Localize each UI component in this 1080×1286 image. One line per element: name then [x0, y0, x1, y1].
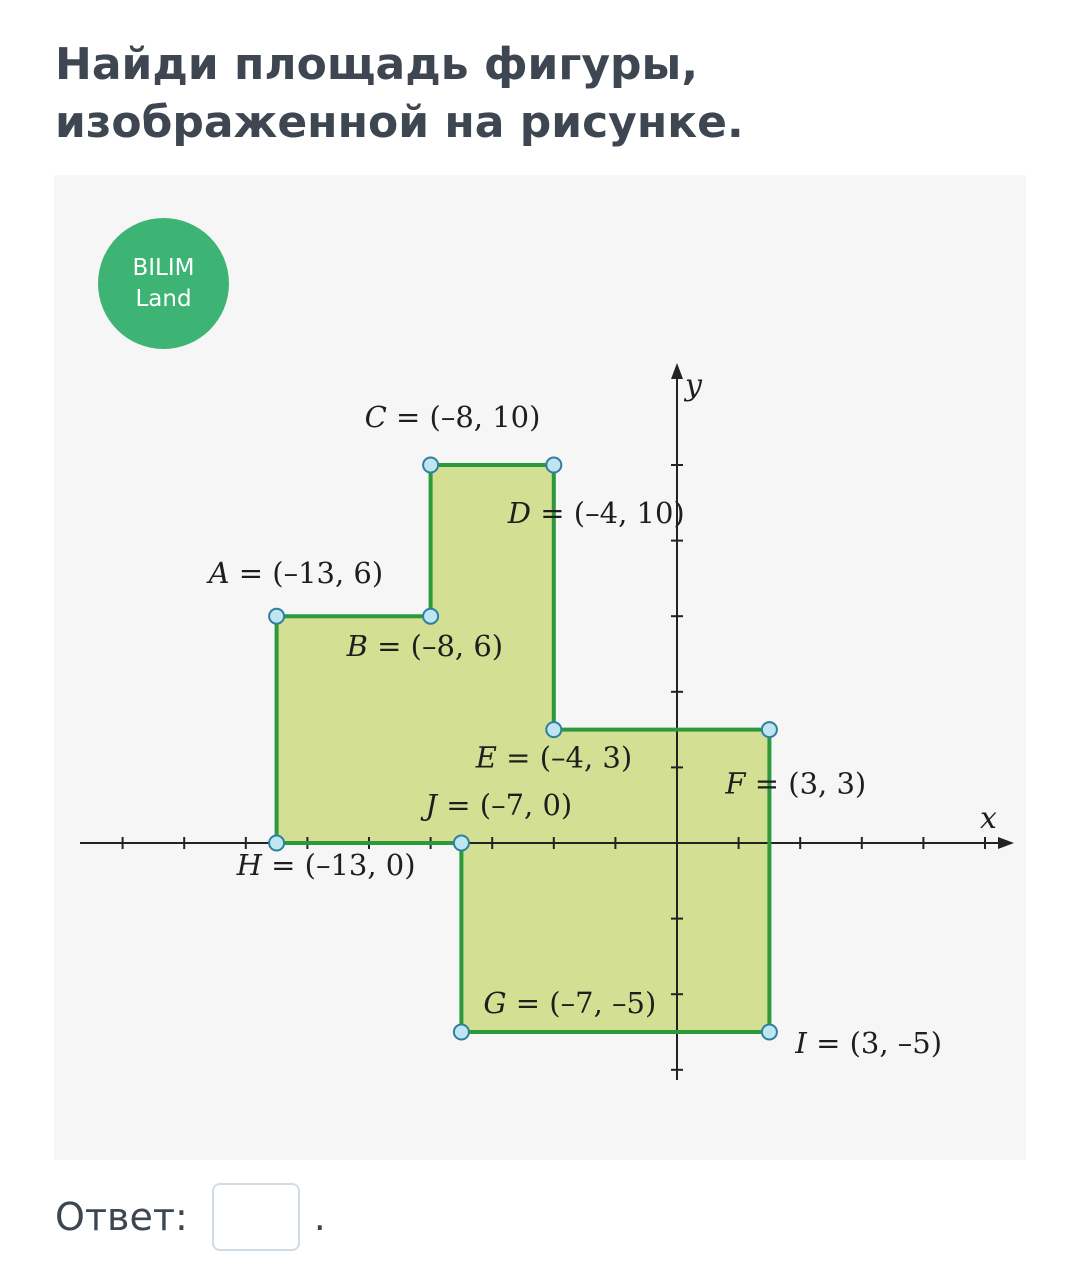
- point-f: [762, 722, 777, 737]
- y-axis-label: y: [685, 368, 702, 403]
- answer-input[interactable]: [212, 1183, 300, 1251]
- answer-row: [55, 1180, 326, 1254]
- point-i: [762, 1025, 777, 1040]
- point-label-g: G = (–7, –5): [483, 986, 657, 1020]
- answer-label: Ответ:: [55, 1195, 188, 1239]
- point-e: [546, 722, 561, 737]
- y-axis-arrow: [671, 363, 683, 379]
- logo-line-1: BILIM: [132, 254, 195, 281]
- point-label-f: F = (3, 3): [725, 766, 867, 801]
- point-label-h: H = (–13, 0): [236, 848, 416, 882]
- point-c: [423, 458, 438, 473]
- point-a: [269, 609, 284, 624]
- point-d: [546, 458, 561, 473]
- x-axis-label: x: [980, 801, 997, 836]
- task-title: Найди площадь фигуры, изображенной на рисунке.: [55, 39, 744, 148]
- logo-line-2: Land: [135, 285, 192, 312]
- point-g: [454, 1025, 469, 1040]
- x-axis-arrow: [998, 837, 1014, 849]
- point-label-j: J = (–7, 0): [425, 788, 573, 822]
- point-label-b: B = (–8, 6): [346, 629, 504, 664]
- point-b: [423, 609, 438, 624]
- point-label-d: D = (–4, 10): [507, 496, 685, 530]
- point-label-c: C = (–8, 10): [364, 400, 541, 434]
- point-label-i: I = (3, –5): [795, 1026, 943, 1060]
- point-label-e: E = (–4, 3): [475, 740, 633, 775]
- point-label-a: A = (–13, 6): [208, 556, 384, 591]
- point-j: [454, 836, 469, 851]
- answer-period: .: [313, 1195, 326, 1239]
